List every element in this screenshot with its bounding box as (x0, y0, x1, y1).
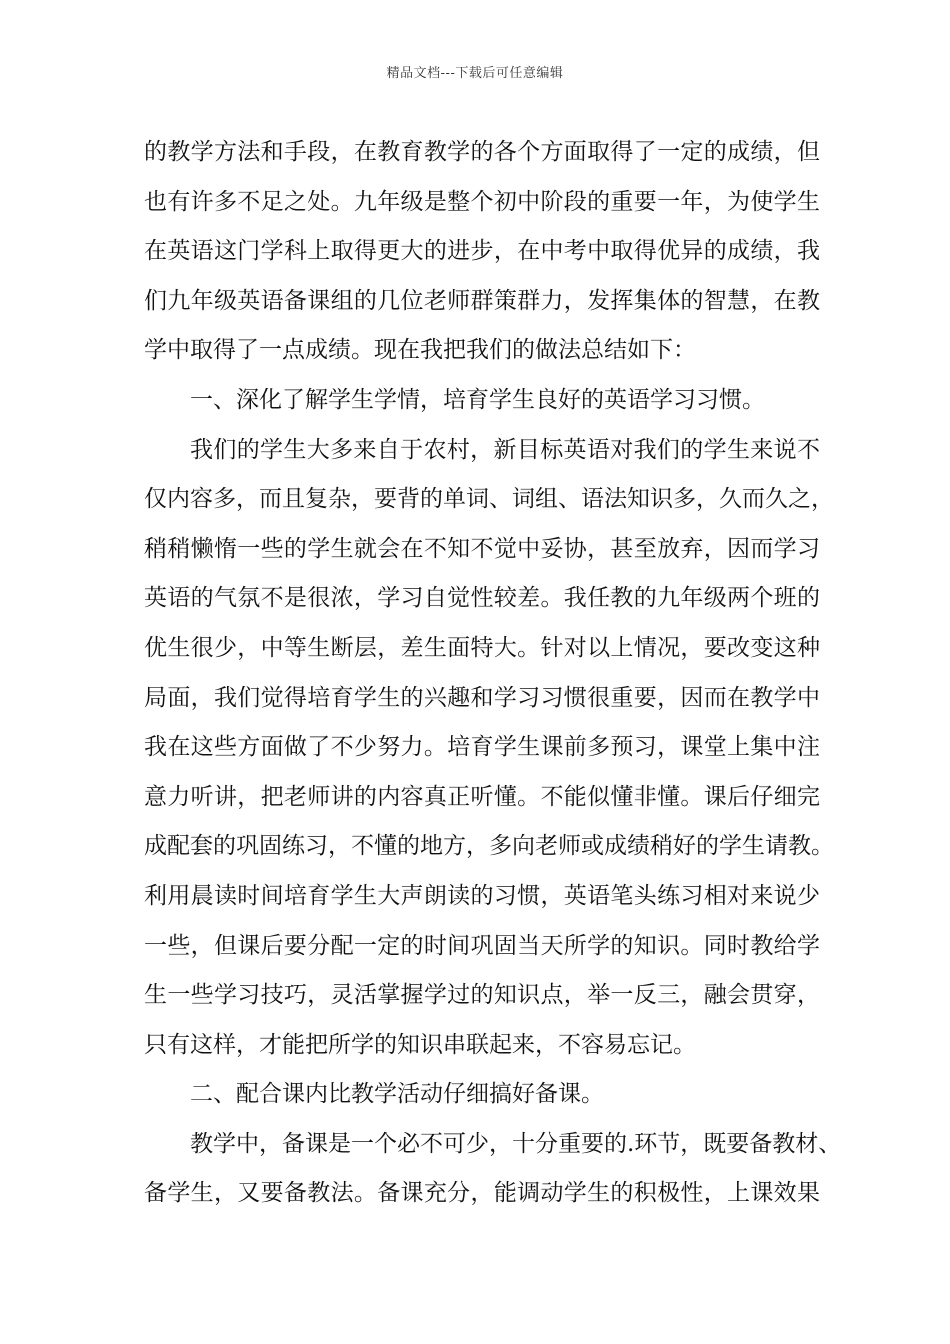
text-line: 也有许多不足之处。九年级是整个初中阶段的重要一年，为使学生 (144, 188, 820, 215)
text-line: 备学生，又要备教法。备课充分，能调动学生的积极性，上课效果 (144, 1180, 820, 1207)
paragraph-start: 我们的学生大多来自于农村，新目标英语对我们的学生来说不 (190, 436, 820, 463)
section-heading-2: 二、配合课内比教学活动仔细搞好备课。 (190, 1081, 604, 1108)
text-line: 我在这些方面做了不少努力。培育学生课前多预习，课堂上集中注 (144, 734, 820, 761)
section-heading-1: 一、深化了解学生学情，培育学生良好的英语学习习惯。 (190, 386, 765, 413)
text-line: 的教学方法和手段，在教育教学的各个方面取得了一定的成绩，但 (144, 139, 820, 165)
text-line: 们九年级英语备课组的几位老师群策群力，发挥集体的智慧，在教 (144, 287, 820, 314)
text-line: 意力听讲，把老师讲的内容真正听懂。不能似懂非懂。课后仔细完 (144, 783, 820, 810)
page-header: 精品文档---下载后可任意编辑 (386, 66, 564, 81)
text-line: 局面，我们觉得培育学生的兴趣和学习习惯很重要，因而在教学中 (144, 684, 820, 711)
text-line: 成配套的巩固练习，不懂的地方，多向老师或成绩稍好的学生请教。 (144, 833, 834, 860)
text-line: 稍稍懒惰一些的学生就会在不知不觉中妥协，甚至放弃，因而学习 (144, 535, 820, 562)
text-line: 英语的气氛不是很浓，学习自觉性较差。我任教的九年级两个班的 (144, 585, 820, 612)
paragraph-start: 教学中，备课是一个必不可少，十分重要的.环节，既要备教材、 (190, 1130, 842, 1157)
text-line: 利用晨读时间培育学生大声朗读的习惯，英语笔头练习相对来说少 (144, 882, 820, 909)
text-line: 学中取得了一点成绩。现在我把我们的做法总结如下： (144, 337, 696, 364)
text-line: 在英语这门学科上取得更大的进步，在中考中取得优异的成绩，我 (144, 238, 820, 265)
document-body (144, 128, 842, 1219)
text-line: 一些，但课后要分配一定的时间巩固当天所学的知识。同时教给学 (144, 932, 820, 959)
text-line: 仅内容多，而且复杂，要背的单词、词组、语法知识多，久而久之， (144, 486, 834, 513)
text-line: 生一些学习技巧，灵活掌握学过的知识点，举一反三，融会贯穿， (144, 982, 820, 1009)
text-line: 优生很少，中等生断层，差生面特大。针对以上情况，要改变这种 (144, 634, 820, 661)
text-line: 只有这样，才能把所学的知识串联起来，不容易忘记。 (144, 1031, 696, 1058)
